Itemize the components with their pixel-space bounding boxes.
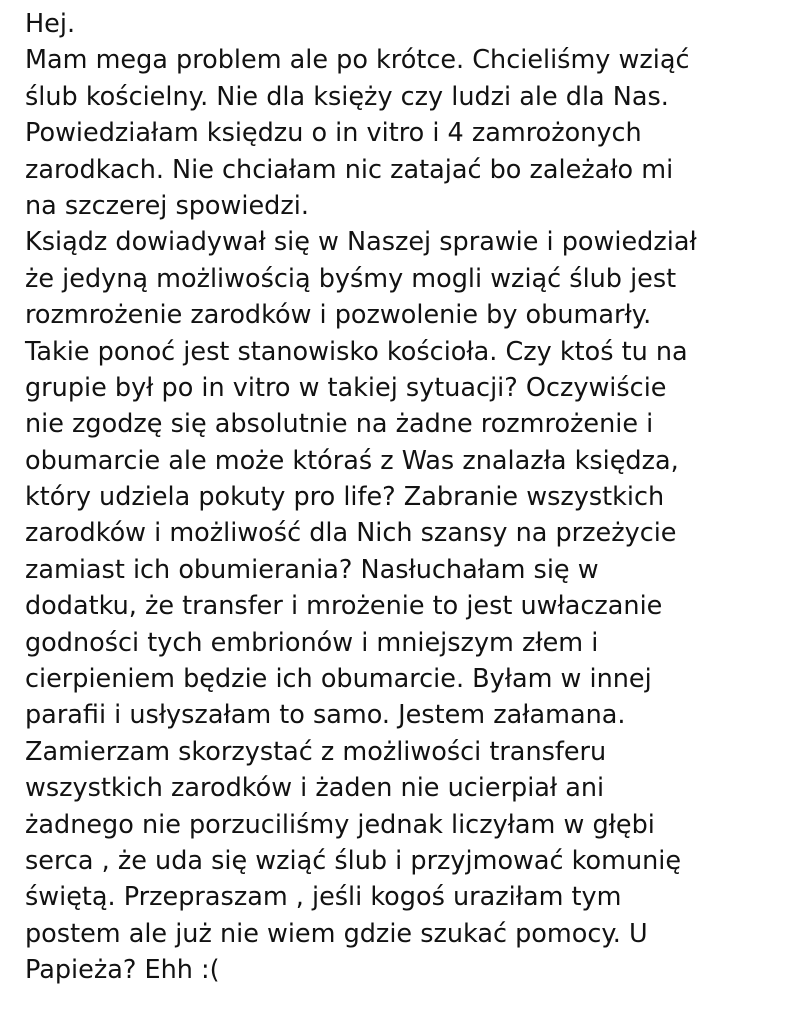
post-line: świętą. Przepraszam , jeśli kogoś uraziłam tym (25, 882, 622, 913)
post-line: serca , że uda się wziąć ślub i przyjmować komunię (25, 845, 682, 876)
post-line: Zamierzam skorzystać z możliwości transferu (25, 736, 607, 767)
post-line: wszystkich zarodków i żaden nie ucierpiał ani (25, 773, 605, 804)
post-line: zamiast ich obumierania? Nasłuchałam się w (25, 554, 599, 585)
post-line: obumarcie ale może któraś z Was znalazła księdza, (25, 445, 679, 476)
post-line: rozmrożenie zarodków i pozwolenie by obumarły. (25, 300, 652, 331)
post-line: parafii i usłyszałam to samo. Jestem załamana. (25, 700, 626, 731)
post-line: Ksiądz dowiadywał się w Naszej sprawie i powiedział (25, 227, 697, 258)
post-line: grupie był po in vitro w takiej sytuacji? Oczywiście (25, 372, 667, 403)
post-text (25, 6, 805, 989)
post-line: ślub kościelny. Nie dla księży czy ludzi ale dla Nas. (25, 81, 669, 112)
post-line: Powiedziałam księdzu o in vitro i 4 zamrożonych (25, 118, 642, 149)
post-line: Mam mega problem ale po krótce. Chcieliśmy wziąć (25, 45, 690, 76)
post-line: zarodkach. Nie chciałam nic zatajać bo zależało mi (25, 154, 674, 185)
post-line: Takie ponoć jest stanowisko kościoła. Czy ktoś tu na (25, 336, 688, 367)
post-line: Hej. (25, 9, 76, 39)
post-line: żadnego nie porzuciliśmy jednak liczyłam w głębi (25, 809, 655, 840)
post-line: że jedyną możliwością byśmy mogli wziąć ślub jest (25, 263, 677, 294)
post-line: nie zgodzę się absolutnie na żadne rozmrożenie i (25, 409, 654, 440)
post-line: Papieża? Ehh :( (25, 955, 220, 986)
post-line: godności tych embrionów i mniejszym złem i (25, 627, 599, 658)
post-line: dodatku, że transfer i mrożenie to jest uwłaczanie (25, 591, 663, 622)
post-line: zarodków i możliwość dla Nich szansy na przeżycie (25, 518, 677, 549)
post-line: na szczerej spowiedzi. (25, 190, 309, 221)
post-line: postem ale już nie wiem gdzie szukać pomocy. U (25, 918, 648, 949)
post-line: cierpieniem będzie ich obumarcie. Byłam w innej (25, 664, 652, 695)
post-line: który udziela pokuty pro life? Zabranie wszystkich (25, 482, 665, 513)
